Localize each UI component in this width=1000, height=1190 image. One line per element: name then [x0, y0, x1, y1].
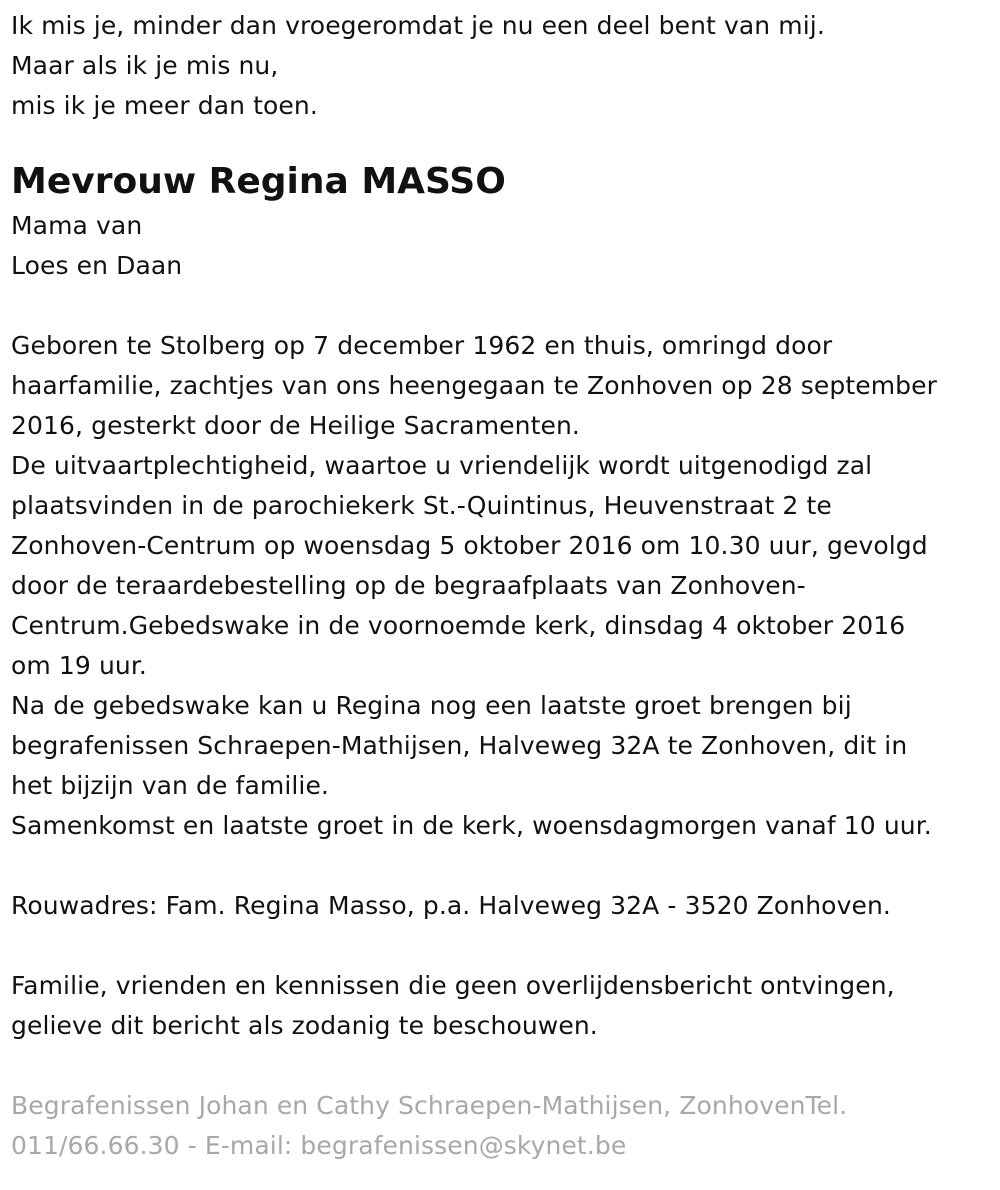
poem [11, 6, 991, 126]
notice [11, 966, 991, 1046]
relation-line: Mama van [11, 211, 143, 240]
announcement-line: Samenkomst en laatste groet in de kerk, woensdagmorgen vanaf 10 uur. [11, 811, 932, 840]
announcement-line: het bijzijn van de familie. [11, 771, 329, 800]
spacer [11, 1046, 991, 1086]
announcement-line: De uitvaartplechtigheid, waartoe u vriendelijk wordt uitgenodigd zal [11, 451, 873, 480]
announcement-line: om 19 uur. [11, 651, 147, 680]
spacer [11, 286, 991, 326]
obituary-document [11, 6, 991, 1166]
announcement-line: plaatsvinden in de parochiekerk St.-Quintinus, Heuvenstraat 2 te [11, 491, 832, 520]
announcement-line: begrafenissen Schraepen-Mathijsen, Halveweg 32A te Zonhoven, dit in [11, 731, 908, 760]
announcement-line: 2016, gesterkt door de Heilige Sacramenten. [11, 411, 580, 440]
spacer [11, 846, 991, 886]
announcement-line: Na de gebedswake kan u Regina nog een laatste groet brengen bij [11, 691, 852, 720]
funeral-home-footer [11, 1086, 991, 1166]
footer-line: 011/66.66.30 - E-mail: begrafenissen@skynet.be [11, 1131, 627, 1160]
announcement-line: Zonhoven-Centrum op woensdag 5 oktober 2016 om 10.30 uur, gevolgd [11, 531, 928, 560]
announcement-line: door de teraardebestelling op de begraafplaats van Zonhoven- [11, 571, 806, 600]
mourning-address: Rouwadres: Fam. Regina Masso, p.a. Halveweg 32A - 3520 Zonhoven. [11, 891, 891, 920]
poem-line: Ik mis je, minder dan vroegeromdat je nu een deel bent van mij. [11, 11, 825, 40]
poem-line: Maar als ik je mis nu, [11, 51, 279, 80]
announcement-line: Centrum.Gebedswake in de voornoemde kerk, dinsdag 4 oktober 2016 [11, 611, 906, 640]
poem-line: mis ik je meer dan toen. [11, 91, 318, 120]
notice-line: Familie, vrienden en kennissen die geen overlijdensbericht ontvingen, [11, 971, 895, 1000]
relation-line: Loes en Daan [11, 251, 183, 280]
deceased-name: Mevrouw Regina MASSO [11, 161, 506, 202]
announcement-line: Geboren te Stolberg op 7 december 1962 en thuis, omringd door [11, 331, 833, 360]
notice-line: gelieve dit bericht als zodanig te beschouwen. [11, 1011, 598, 1040]
spacer [11, 926, 991, 966]
relation [11, 206, 991, 286]
announcement [11, 326, 991, 846]
announcement-line: haarfamilie, zachtjes van ons heengegaan te Zonhoven op 28 september [11, 371, 938, 400]
footer-line: Begrafenissen Johan en Cathy Schraepen-Mathijsen, ZonhovenTel. [11, 1091, 848, 1120]
